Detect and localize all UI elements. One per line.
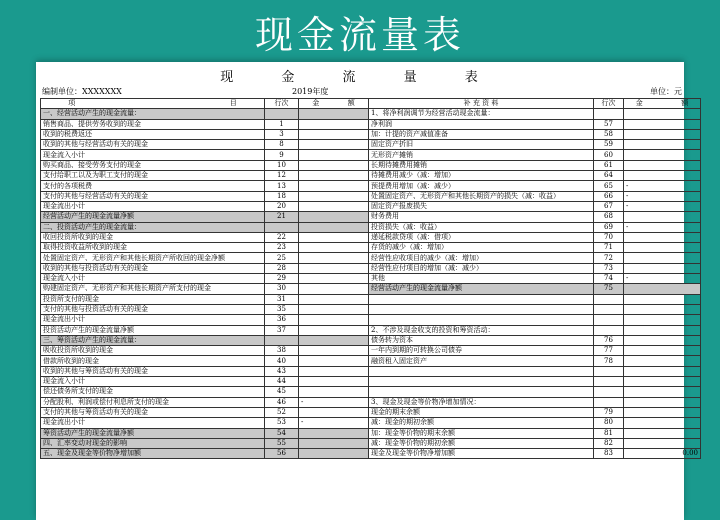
table-row xyxy=(41,325,701,335)
document-title: 现 金 流 量 表 xyxy=(220,70,500,85)
cell-item[interactable]: 处置固定资产、无形资产和其他长期资产所收回的现金净额 xyxy=(41,253,265,263)
cell-row-no-right[interactable]: 72 xyxy=(594,253,624,263)
cell-row-no[interactable]: 53 xyxy=(265,418,299,428)
cell-row-no[interactable]: 25 xyxy=(265,253,299,263)
header-amount-right-a: 金 xyxy=(635,99,643,108)
table-row xyxy=(41,119,701,129)
cell-amount-right[interactable] xyxy=(624,160,701,170)
header-item-right: 目 xyxy=(229,99,237,108)
cell-item[interactable]: 收到的其他与投资活动有关的现金 xyxy=(41,263,265,273)
cell-item[interactable]: 筹资活动产生的现金流量净额 xyxy=(41,428,265,438)
cell-row-no[interactable]: 40 xyxy=(265,356,299,366)
cell-amount[interactable] xyxy=(299,140,369,150)
cell-row-no[interactable]: 20 xyxy=(265,201,299,211)
cell-row-no[interactable]: 35 xyxy=(265,304,299,314)
cell-amount-right[interactable] xyxy=(624,304,701,314)
cell-amount[interactable]: - xyxy=(299,418,369,428)
cell-row-no[interactable]: 29 xyxy=(265,274,299,284)
cell-row-no[interactable]: 12 xyxy=(265,171,299,181)
table-row xyxy=(41,160,701,170)
table-row xyxy=(41,304,701,314)
cell-row-no[interactable]: 55 xyxy=(265,438,299,448)
cell-amount[interactable] xyxy=(299,160,369,170)
cell-amount-right[interactable] xyxy=(624,109,701,119)
cell-amount[interactable] xyxy=(299,377,369,387)
cell-item[interactable]: 偿还债务所支付的现金 xyxy=(41,387,265,397)
cell-row-no[interactable]: 31 xyxy=(265,294,299,304)
cell-row-no[interactable]: 1 xyxy=(265,119,299,129)
cell-amount[interactable] xyxy=(299,191,369,201)
cash-flow-table xyxy=(40,98,701,459)
cell-supplement[interactable] xyxy=(369,294,594,304)
cell-amount-right[interactable] xyxy=(624,140,701,150)
cell-supplement[interactable] xyxy=(369,315,594,325)
cell-supplement[interactable]: 存货的减少（减：增加） xyxy=(369,243,594,253)
cell-amount[interactable] xyxy=(299,243,369,253)
table-row xyxy=(41,109,701,119)
cell-row-no[interactable]: 28 xyxy=(265,263,299,273)
cell-amount[interactable] xyxy=(299,294,369,304)
cell-amount[interactable] xyxy=(299,222,369,232)
cell-amount[interactable] xyxy=(299,171,369,181)
cell-row-no-right[interactable]: 58 xyxy=(594,129,624,139)
table-row xyxy=(41,191,701,201)
cell-supplement[interactable]: 加：计提的资产减值准备 xyxy=(369,129,594,139)
cell-row-no-right[interactable]: 68 xyxy=(594,212,624,222)
cell-row-no-right[interactable]: 77 xyxy=(594,346,624,356)
cell-amount[interactable] xyxy=(299,232,369,242)
cell-amount-right[interactable] xyxy=(624,387,701,397)
table-row xyxy=(41,387,701,397)
cell-row-no[interactable]: 23 xyxy=(265,243,299,253)
cell-row-no[interactable]: 21 xyxy=(265,212,299,222)
cell-amount-right[interactable] xyxy=(624,407,701,417)
table-row xyxy=(41,377,701,387)
table-row xyxy=(41,438,701,448)
cell-amount[interactable] xyxy=(299,109,369,119)
cell-amount[interactable] xyxy=(299,212,369,222)
cell-item[interactable]: 收到的税费返还 xyxy=(41,129,265,139)
cell-amount-right[interactable]: 0.00 xyxy=(624,449,701,459)
banner xyxy=(0,0,720,62)
table-row xyxy=(41,428,701,438)
cell-amount[interactable] xyxy=(299,263,369,273)
table-row xyxy=(41,150,701,160)
cell-item[interactable]: 现金流入小计 xyxy=(41,274,265,284)
cell-amount[interactable] xyxy=(299,407,369,417)
cell-amount[interactable] xyxy=(299,119,369,129)
cell-amount-right[interactable] xyxy=(624,428,701,438)
cell-row-no[interactable]: 3 xyxy=(265,129,299,139)
table-row xyxy=(41,232,701,242)
cell-row-no[interactable] xyxy=(265,335,299,345)
currency-unit: 单位：元 xyxy=(650,87,682,96)
cell-amount-right[interactable] xyxy=(624,346,701,356)
cell-amount-right[interactable] xyxy=(624,418,701,428)
cell-amount[interactable] xyxy=(299,181,369,191)
cell-amount-right[interactable] xyxy=(624,325,701,335)
cell-item[interactable]: 支付的其他与筹资活动有关的现金 xyxy=(41,407,265,417)
cell-supplement[interactable]: 3、现金及现金等价物净增加情况： xyxy=(369,397,594,407)
cell-amount-right[interactable] xyxy=(624,171,701,181)
cell-supplement[interactable]: 经营活动产生的现金流量净额 xyxy=(369,284,594,294)
cell-item[interactable]: 现金流出小计 xyxy=(41,418,265,428)
cell-supplement[interactable]: 经营性应收项目的减少（减：增加） xyxy=(369,253,594,263)
cell-amount[interactable] xyxy=(299,428,369,438)
cell-supplement[interactable]: 固定资产报废损失 xyxy=(369,201,594,211)
cell-row-no-right[interactable]: 65 xyxy=(594,181,624,191)
cell-amount[interactable] xyxy=(299,129,369,139)
cell-row-no-right[interactable]: 64 xyxy=(594,171,624,181)
table-row xyxy=(41,407,701,417)
cell-amount-right[interactable]: - xyxy=(624,201,701,211)
cell-supplement[interactable]: 净利润 xyxy=(369,119,594,129)
cell-row-no[interactable]: 10 xyxy=(265,160,299,170)
cell-amount[interactable] xyxy=(299,253,369,263)
cell-supplement[interactable]: 加：现金等价物的期末余额 xyxy=(369,428,594,438)
cell-item[interactable]: 支付的其他与投资活动有关的现金 xyxy=(41,304,265,314)
cell-item[interactable]: 一、经营活动产生的现金流量： xyxy=(41,109,265,119)
cell-row-no-right[interactable]: 76 xyxy=(594,335,624,345)
cell-row-no[interactable]: 22 xyxy=(265,232,299,242)
cell-amount[interactable] xyxy=(299,150,369,160)
cell-item[interactable]: 取得投资收益所收到的现金 xyxy=(41,243,265,253)
cell-amount-right[interactable] xyxy=(624,438,701,448)
header-amount-right-b: 额 xyxy=(681,99,689,108)
cell-item[interactable]: 购建固定资产、无形资产和其他长期资产所支付的现金 xyxy=(41,284,265,294)
cell-item[interactable]: 现金流入小计 xyxy=(41,150,265,160)
spreadsheet-sheet xyxy=(36,62,698,520)
cell-amount[interactable] xyxy=(299,201,369,211)
cell-supplement[interactable]: 减：现金的期初余额 xyxy=(369,418,594,428)
header-row-no: 行次 xyxy=(265,99,299,109)
cell-supplement[interactable]: 现金的期末余额 xyxy=(369,407,594,417)
cell-item[interactable]: 现金流入小计 xyxy=(41,377,265,387)
cell-row-no[interactable]: 46 xyxy=(265,397,299,407)
cell-row-no[interactable]: 52 xyxy=(265,407,299,417)
cell-row-no[interactable]: 56 xyxy=(265,449,299,459)
cell-item[interactable]: 支付的其他与经营活动有关的现金 xyxy=(41,191,265,201)
table-row xyxy=(41,222,701,232)
cell-row-no[interactable]: 45 xyxy=(265,387,299,397)
cell-amount[interactable] xyxy=(299,325,369,335)
cell-row-no[interactable]: 36 xyxy=(265,315,299,325)
cell-item[interactable]: 二、投资活动产生的现金流量： xyxy=(41,222,265,232)
cell-amount-right[interactable]: - xyxy=(624,181,701,191)
cell-amount[interactable] xyxy=(299,315,369,325)
cell-item[interactable]: 购买商品、接受劳务支付的现金 xyxy=(41,160,265,170)
table-row xyxy=(41,418,701,428)
cell-row-no-right[interactable] xyxy=(594,315,624,325)
cell-item[interactable]: 收回投资所收到的现金 xyxy=(41,232,265,242)
cell-row-no-right[interactable]: 83 xyxy=(594,449,624,459)
cell-amount-right[interactable] xyxy=(624,397,701,407)
table-row xyxy=(41,171,701,181)
cell-item[interactable]: 销售商品、提供劳务收到的现金 xyxy=(41,119,265,129)
cell-amount-right[interactable]: - xyxy=(624,191,701,201)
cell-amount-right[interactable] xyxy=(624,129,701,139)
cell-amount[interactable] xyxy=(299,304,369,314)
header-amount-b: 额 xyxy=(347,99,355,108)
cell-row-no-right[interactable] xyxy=(594,397,624,407)
cell-row-no-right[interactable]: 78 xyxy=(594,356,624,366)
cell-row-no[interactable] xyxy=(265,222,299,232)
cell-supplement[interactable]: 预提费用增加（减：减少） xyxy=(369,181,594,191)
cell-item[interactable]: 现金流出小计 xyxy=(41,315,265,325)
cell-amount-right[interactable] xyxy=(624,294,701,304)
table-row xyxy=(41,449,701,459)
cell-row-no[interactable]: 38 xyxy=(265,346,299,356)
table-row xyxy=(41,274,701,284)
cell-row-no-right[interactable]: 70 xyxy=(594,232,624,242)
cell-supplement[interactable]: 2、不涉及现金收支的投资和筹资活动： xyxy=(369,325,594,335)
cell-amount-right[interactable]: - xyxy=(624,222,701,232)
cell-amount[interactable] xyxy=(299,284,369,294)
cell-amount[interactable] xyxy=(299,366,369,376)
cell-supplement[interactable] xyxy=(369,377,594,387)
cell-amount[interactable] xyxy=(299,274,369,284)
cell-item[interactable]: 经营活动产生的现金流量净额 xyxy=(41,212,265,222)
cell-row-no[interactable]: 9 xyxy=(265,150,299,160)
cell-row-no-right[interactable] xyxy=(594,109,624,119)
cell-row-no[interactable]: 30 xyxy=(265,284,299,294)
cell-row-no[interactable] xyxy=(265,109,299,119)
cell-supplement[interactable]: 固定资产折旧 xyxy=(369,140,594,150)
cell-row-no-right[interactable]: 66 xyxy=(594,191,624,201)
cell-supplement[interactable]: 其他 xyxy=(369,274,594,284)
header-row-no-right: 行次 xyxy=(594,99,624,109)
header-amount-right xyxy=(624,99,701,109)
cell-row-no-right[interactable]: 60 xyxy=(594,150,624,160)
header-amount-a: 金 xyxy=(312,99,320,108)
table-header-row xyxy=(41,99,701,109)
cell-amount-right[interactable] xyxy=(624,315,701,325)
cell-amount-right[interactable] xyxy=(624,253,701,263)
cell-supplement[interactable]: 无形资产摊销 xyxy=(369,150,594,160)
cell-row-no-right[interactable]: 61 xyxy=(594,160,624,170)
cell-row-no-right[interactable]: 57 xyxy=(594,119,624,129)
cell-row-no-right[interactable] xyxy=(594,377,624,387)
cell-row-no-right[interactable] xyxy=(594,294,624,304)
table-row xyxy=(41,335,701,345)
cell-row-no[interactable]: 37 xyxy=(265,325,299,335)
cell-amount-right[interactable] xyxy=(624,119,701,129)
cell-row-no[interactable]: 8 xyxy=(265,140,299,150)
cell-supplement[interactable]: 1、将净利润调节为经营活动现金流量： xyxy=(369,109,594,119)
cell-supplement[interactable] xyxy=(369,304,594,314)
cell-row-no-right[interactable] xyxy=(594,366,624,376)
meta-row xyxy=(42,86,682,98)
cell-row-no[interactable]: 43 xyxy=(265,366,299,376)
table-row xyxy=(41,397,701,407)
cell-item[interactable]: 现金流出小计 xyxy=(41,201,265,211)
cell-item[interactable]: 支付给职工以及为职工支付的现金 xyxy=(41,171,265,181)
cell-amount[interactable] xyxy=(299,335,369,345)
cell-item[interactable]: 三、筹资活动产生的现金流量： xyxy=(41,335,265,345)
cell-item[interactable]: 支付的各项税费 xyxy=(41,181,265,191)
cell-row-no-right[interactable]: 74 xyxy=(594,274,624,284)
cell-row-no[interactable]: 54 xyxy=(265,428,299,438)
header-supplement: 补 充 资 料 xyxy=(369,99,594,109)
cell-item[interactable]: 借款所收到的现金 xyxy=(41,356,265,366)
cell-supplement[interactable]: 递延税款贷项（减：借项） xyxy=(369,232,594,242)
cell-amount-right[interactable] xyxy=(624,150,701,160)
table-row xyxy=(41,140,701,150)
table-row xyxy=(41,212,701,222)
cell-item[interactable]: 四、汇率变动对现金的影响 xyxy=(41,438,265,448)
cell-amount-right[interactable] xyxy=(624,284,701,294)
header-item xyxy=(41,99,265,109)
cell-supplement[interactable]: 现金及现金等价物净增加额 xyxy=(369,449,594,459)
cell-amount-right[interactable] xyxy=(624,366,701,376)
cell-item[interactable]: 收到的其他与经营活动有关的现金 xyxy=(41,140,265,150)
cell-item[interactable]: 五、现金及现金等价物净增加额 xyxy=(41,449,265,459)
fiscal-year: 2019年度 xyxy=(292,87,329,96)
cell-amount[interactable] xyxy=(299,387,369,397)
cell-row-no-right[interactable]: 71 xyxy=(594,243,624,253)
table-row xyxy=(41,356,701,366)
compiling-unit: 编制单位：XXXXXXX xyxy=(42,87,122,96)
table-row xyxy=(41,294,701,304)
table-row xyxy=(41,243,701,253)
cell-amount[interactable] xyxy=(299,346,369,356)
cell-amount-right[interactable] xyxy=(624,356,701,366)
cell-amount-right[interactable] xyxy=(624,243,701,253)
table-row xyxy=(41,201,701,211)
cell-item[interactable]: 收到的其他与筹资活动有关的现金 xyxy=(41,366,265,376)
cell-row-no[interactable]: 13 xyxy=(265,181,299,191)
cell-supplement[interactable]: 财务费用 xyxy=(369,212,594,222)
banner-title: 现金流量表 xyxy=(254,12,465,57)
cell-amount-right[interactable] xyxy=(624,377,701,387)
cell-supplement[interactable]: 长期待摊费用摊销 xyxy=(369,160,594,170)
cell-amount[interactable] xyxy=(299,449,369,459)
cell-item[interactable]: 分配股利、利润或偿付利息所支付的现金 xyxy=(41,397,265,407)
header-item-left: 项 xyxy=(68,99,76,108)
cell-item[interactable]: 投资活动产生的现金流量净额 xyxy=(41,325,265,335)
cell-amount-right[interactable] xyxy=(624,335,701,345)
cell-supplement[interactable]: 减：现金等价物的期初余额 xyxy=(369,438,594,448)
cell-supplement[interactable]: 处置固定资产、无形资产和其他长期资产的损失（减：收益） xyxy=(369,191,594,201)
cell-supplement[interactable]: 一年内到期的可转换公司债券 xyxy=(369,346,594,356)
cell-row-no[interactable]: 18 xyxy=(265,191,299,201)
table-row xyxy=(41,284,701,294)
cell-row-no-right[interactable]: 59 xyxy=(594,140,624,150)
cell-supplement[interactable]: 经营性应付项目的增加（减：减少） xyxy=(369,263,594,273)
cell-row-no-right[interactable]: 67 xyxy=(594,201,624,211)
cell-amount-right[interactable]: - xyxy=(624,274,701,284)
cell-amount[interactable] xyxy=(299,356,369,366)
cell-row-no-right[interactable]: 79 xyxy=(594,407,624,417)
table-row xyxy=(41,366,701,376)
cell-item[interactable]: 吸收投资所收到的现金 xyxy=(41,346,265,356)
cell-row-no-right[interactable]: 81 xyxy=(594,428,624,438)
cell-amount-right[interactable] xyxy=(624,212,701,222)
table-row xyxy=(41,129,701,139)
cell-amount[interactable] xyxy=(299,438,369,448)
cell-row-no-right[interactable]: 75 xyxy=(594,284,624,294)
cell-supplement[interactable] xyxy=(369,387,594,397)
cell-row-no-right[interactable] xyxy=(594,387,624,397)
table-row xyxy=(41,181,701,191)
cell-amount-right[interactable] xyxy=(624,232,701,242)
table-row xyxy=(41,263,701,273)
cell-supplement[interactable]: 融资租入固定资产 xyxy=(369,356,594,366)
cell-amount-right[interactable] xyxy=(624,263,701,273)
header-amount xyxy=(299,99,369,109)
cell-supplement[interactable]: 债务转为资本 xyxy=(369,335,594,345)
cell-supplement[interactable]: 投资损失（减：收益） xyxy=(369,222,594,232)
cell-row-no-right[interactable] xyxy=(594,304,624,314)
cell-supplement[interactable] xyxy=(369,366,594,376)
cell-row-no-right[interactable] xyxy=(594,325,624,335)
cell-supplement[interactable]: 待摊费用减少（减：增加） xyxy=(369,171,594,181)
cell-row-no-right[interactable]: 82 xyxy=(594,438,624,448)
table-row xyxy=(41,315,701,325)
cell-item[interactable]: 投资所支付的现金 xyxy=(41,294,265,304)
cell-amount[interactable]: - xyxy=(299,397,369,407)
cell-row-no-right[interactable]: 69 xyxy=(594,222,624,232)
cell-row-no-right[interactable]: 73 xyxy=(594,263,624,273)
table-row xyxy=(41,346,701,356)
cell-row-no-right[interactable]: 80 xyxy=(594,418,624,428)
table-row xyxy=(41,253,701,263)
cell-row-no[interactable]: 44 xyxy=(265,377,299,387)
